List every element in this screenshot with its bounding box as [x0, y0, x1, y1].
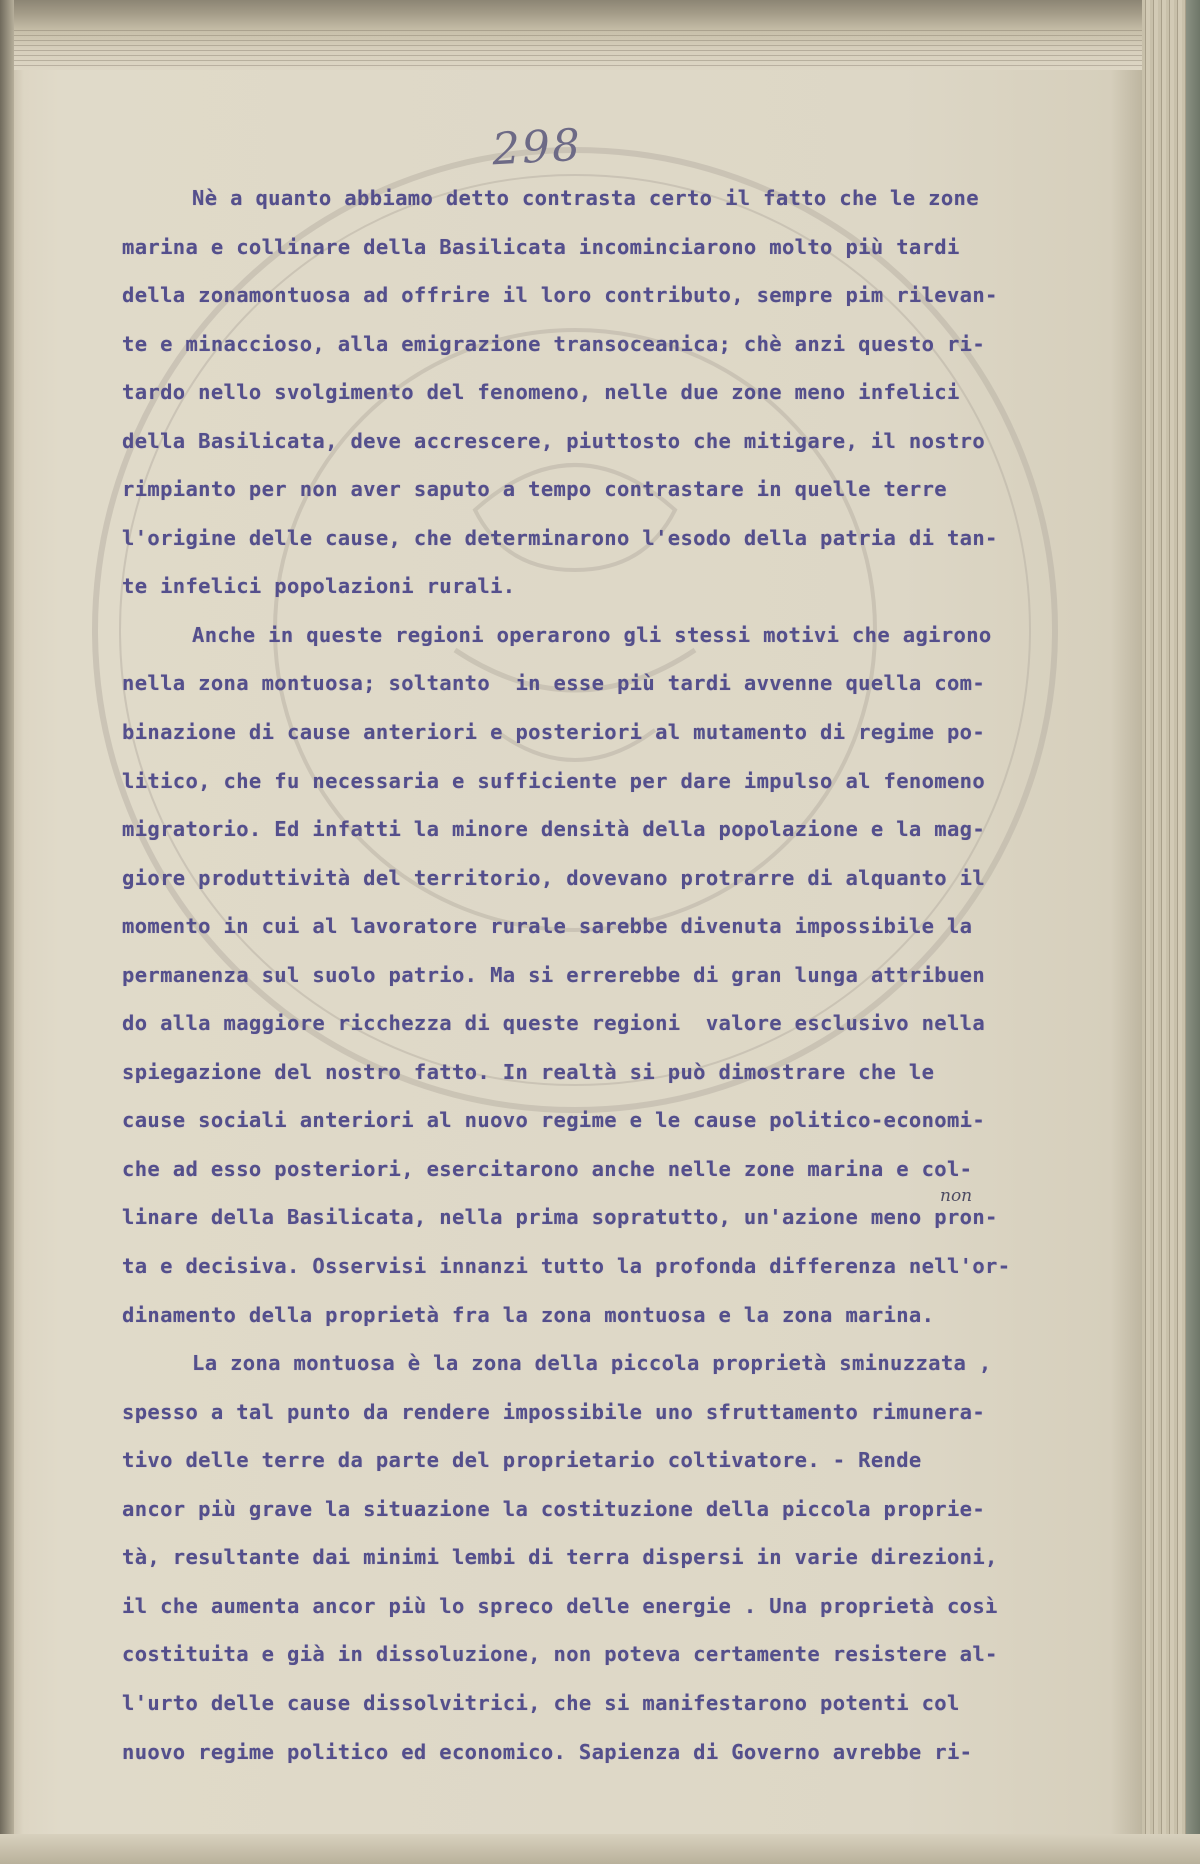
- paragraph-2: [122, 611, 1102, 1339]
- handwritten-margin-note: non: [940, 1186, 973, 1206]
- text-line: della Basilicata, deve accrescere, piuttosto che mitigare, il nostro: [122, 428, 986, 453]
- book-cover-edge: [1186, 0, 1200, 1864]
- text-line: l'origine delle cause, che determinarono l'esodo della patria di tan-: [122, 525, 998, 550]
- text-line: l'urto delle cause dissolvitrici, che si manifestarono potenti col: [122, 1690, 960, 1715]
- text-line: nella zona montuosa; soltanto in esse più tardi avvenne quella com-: [122, 671, 986, 696]
- paragraph-1: [122, 174, 1102, 611]
- bottom-edge: [0, 1834, 1200, 1864]
- page-number: 298: [490, 119, 584, 176]
- text-line: ta e decisiva. Osservisi innanzi tutto la profonda differenza nell'or-: [122, 1254, 1011, 1279]
- text-line: litico, che fu necessaria e sufficiente per dare impulso al fenomeno: [122, 768, 986, 793]
- text-line: costituita e già in dissoluzione, non poteva certamente resistere al-: [122, 1642, 998, 1667]
- text-line: della zonamontuosa ad offrire il loro contributo, sempre pim rilevan-: [122, 283, 998, 308]
- text-line: spesso a tal punto da rendere impossibile uno sfruttamento rimunera-: [122, 1399, 986, 1424]
- text-line: che ad esso posteriori, esercitarono anche nelle zone marina e col-: [122, 1156, 973, 1181]
- text-line: tardo nello svolgimento del fenomeno, nelle due zone meno infelici: [122, 380, 960, 405]
- binding-shadow: [0, 0, 14, 1864]
- typed-text-body: [122, 174, 1102, 1776]
- paragraph-3: [122, 1339, 1102, 1776]
- text-line: binazione di cause anteriori e posteriori al mutamento di regime po-: [122, 720, 986, 745]
- text-line: tivo delle terre da parte del proprietario coltivatore. - Rende: [122, 1448, 922, 1473]
- text-line: migratorio. Ed infatti la minore densità della popolazione e la mag-: [122, 817, 986, 842]
- text-line: linare della Basilicata, nella prima sopratutto, un'azione meno pron-: [122, 1205, 998, 1230]
- text-line: rimpianto per non aver saputo a tempo contrastare in quelle terre: [122, 477, 947, 502]
- text-line: Anche in queste regioni operarono gli stessi motivi che agirono: [192, 622, 992, 647]
- text-line: La zona montuosa è la zona della piccola proprietà sminuzzata ,: [192, 1351, 992, 1376]
- text-line: Nè a quanto abbiamo detto contrasta certo il fatto che le zone: [192, 186, 979, 210]
- text-line: ancor più grave la situazione la costituzione della piccola proprie-: [122, 1496, 986, 1521]
- page-edge-lines: [10, 30, 1160, 70]
- text-line: nuovo regime politico ed economico. Sapienza di Governo avrebbe ri-: [122, 1739, 973, 1764]
- text-line: dinamento della proprietà fra la zona montuosa e la zona marina.: [122, 1302, 935, 1327]
- text-line: giore produttività del territorio, dovevano protrarre di alquanto il: [122, 865, 986, 890]
- text-line: il che aumenta ancor più lo spreco delle energie . Una proprietà così: [122, 1593, 998, 1618]
- text-line: te e minaccioso, alla emigrazione transoceanica; chè anzi questo ri-: [122, 331, 986, 356]
- text-line: momento in cui al lavoratore rurale sarebbe divenuta impossibile la: [122, 914, 973, 939]
- text-line: spiegazione del nostro fatto. In realtà si può dimostrare che le: [122, 1059, 935, 1084]
- book-top-edge: [0, 0, 1200, 70]
- text-line: do alla maggiore ricchezza di queste regioni valore esclusivo nella: [122, 1011, 986, 1036]
- text-line: permanenza sul suolo patrio. Ma si errerebbe di gran lunga attribuen: [122, 962, 986, 987]
- text-line: marina e collinare della Basilicata incominciarono molto più tardi: [122, 234, 960, 259]
- text-line: tà, resultante dai minimi lembi di terra dispersi in varie direzioni,: [122, 1545, 998, 1570]
- text-line: te infelici popolazioni rurali.: [122, 574, 516, 599]
- text-line: cause sociali anteriori al nuovo regime e le cause politico-economi-: [122, 1108, 986, 1133]
